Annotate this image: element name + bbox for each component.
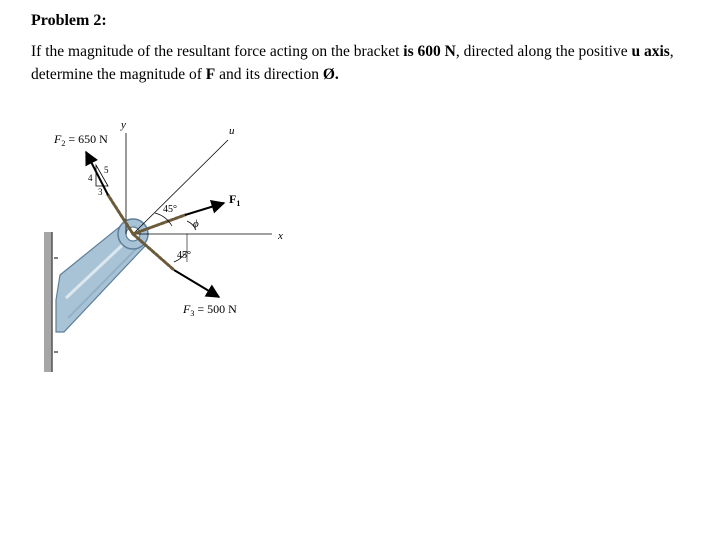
statement-magnitude: is 600 N: [403, 43, 456, 60]
slope-label-3: 3: [98, 187, 103, 197]
slope-label-4: 4: [88, 173, 93, 183]
angle-bottom-label: 45°: [177, 250, 191, 261]
f3-label: $F_3 = 500$ N: [183, 302, 237, 318]
y-axis-label: y: [121, 119, 126, 131]
x-axis-label: x: [278, 230, 283, 242]
statement-force-f: F: [205, 66, 216, 83]
f1-label: $F_1$: [229, 192, 241, 208]
f2-label: $F_2 = 650$ N: [54, 132, 108, 148]
angle-top-label: 45°: [163, 204, 177, 215]
statement-part-3: , determine the magnitude of: [31, 43, 674, 83]
slope-label-5: 5: [104, 165, 109, 175]
statement-u-axis: u axis: [631, 43, 670, 60]
f1-arrow: [185, 203, 224, 215]
phi-label: ϕ: [193, 218, 199, 230]
statement-part-1: If the magnitude of the resultant force acting on the bracket: [31, 43, 404, 60]
statement-part-2: , directed along the positive: [455, 43, 632, 60]
statement-direction-symbol: Ø.: [322, 66, 339, 83]
f3-arrow: [174, 270, 219, 297]
u-axis-label: u: [229, 125, 235, 137]
statement-part-4: and its direction: [215, 66, 323, 83]
u-axis-line: [133, 140, 228, 234]
problem-heading: Problem 2:: [31, 12, 107, 29]
